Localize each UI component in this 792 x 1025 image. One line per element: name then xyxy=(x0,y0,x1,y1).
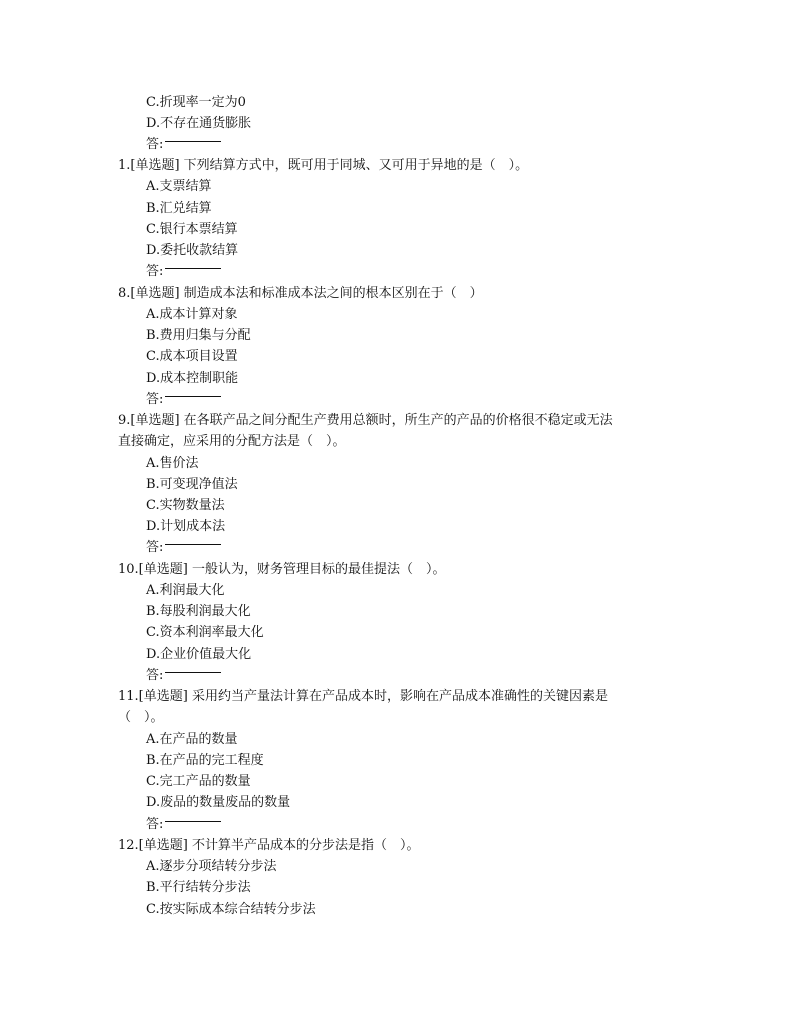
question-text: 8.[单选题] 制造成本法和标准成本法之间的根本区别在于（ ） xyxy=(118,286,483,301)
answer-line xyxy=(146,816,221,834)
answer-line xyxy=(146,667,221,685)
option-line: C.完工产品的数量 xyxy=(146,774,251,789)
answer-line xyxy=(146,263,221,281)
option-line: A.逐步分项结转分步法 xyxy=(146,859,277,874)
option-line: B.汇兑结算 xyxy=(146,201,212,216)
option-line: C.银行本票结算 xyxy=(146,222,238,237)
answer-line xyxy=(146,539,221,557)
answer-label: 答: xyxy=(146,668,164,683)
option-line: D.成本控制职能 xyxy=(146,371,239,386)
option-line: B.平行结转分步法 xyxy=(146,880,251,895)
option-line: A.支票结算 xyxy=(146,179,212,194)
answer-blank xyxy=(165,268,221,269)
question-text: 1.[单选题] 下列结算方式中，既可用于同城、又可用于异地的是（ ）。 xyxy=(118,158,529,173)
option-line: C.实物数量法 xyxy=(146,498,225,513)
answer-blank xyxy=(165,544,221,545)
answer-label: 答: xyxy=(146,392,164,407)
option-line: D.委托收款结算 xyxy=(146,243,239,258)
answer-blank xyxy=(165,396,221,397)
option-line: A.成本计算对象 xyxy=(146,307,238,322)
answer-label: 答: xyxy=(146,264,164,279)
option-line: C.按实际成本综合结转分步法 xyxy=(146,902,316,917)
option-line: A.售价法 xyxy=(146,456,199,471)
answer-label: 答: xyxy=(146,540,164,555)
answer-line xyxy=(146,391,221,409)
option-line: B.每股利润最大化 xyxy=(146,604,251,619)
option-line: D.企业价值最大化 xyxy=(146,647,252,662)
question-text-continued: 直接确定，应采用的分配方法是（ ）。 xyxy=(118,434,346,449)
option-line: D.废品的数量废品的数量 xyxy=(146,795,291,810)
option-line: C.成本项目设置 xyxy=(146,349,238,364)
option-line: D.不存在通货膨胀 xyxy=(146,116,252,131)
question-text-continued: （ ）。 xyxy=(118,710,164,725)
answer-line xyxy=(146,136,221,154)
question-text: 10.[单选题] 一般认为，财务管理目标的最佳提法（ ）。 xyxy=(118,562,446,577)
question-text: 12.[单选题] 不计算半产品成本的分步法是指（ ）。 xyxy=(118,838,420,853)
option-line: D.计划成本法 xyxy=(146,519,226,534)
option-line: B.可变现净值法 xyxy=(146,477,238,492)
option-line: C.资本利润率最大化 xyxy=(146,625,264,640)
option-line: A.在产品的数量 xyxy=(146,732,238,747)
question-text: 9.[单选题] 在各联产品之间分配生产费用总额时，所生产的产品的价格很不稳定或无法 xyxy=(118,413,613,428)
answer-blank xyxy=(165,141,221,142)
answer-label: 答: xyxy=(146,817,164,832)
option-line: A.利润最大化 xyxy=(146,583,225,598)
question-text: 11.[单选题] 采用约当产量法计算在产品成本时，影响在产品成本准确性的关键因素是 xyxy=(118,689,608,704)
answer-label: 答: xyxy=(146,137,164,152)
option-line: B.费用归集与分配 xyxy=(146,328,251,343)
option-line: B.在产品的完工程度 xyxy=(146,753,264,768)
answer-blank xyxy=(165,672,221,673)
option-line: C.折现率一定为0 xyxy=(146,95,246,110)
answer-blank xyxy=(165,821,221,822)
